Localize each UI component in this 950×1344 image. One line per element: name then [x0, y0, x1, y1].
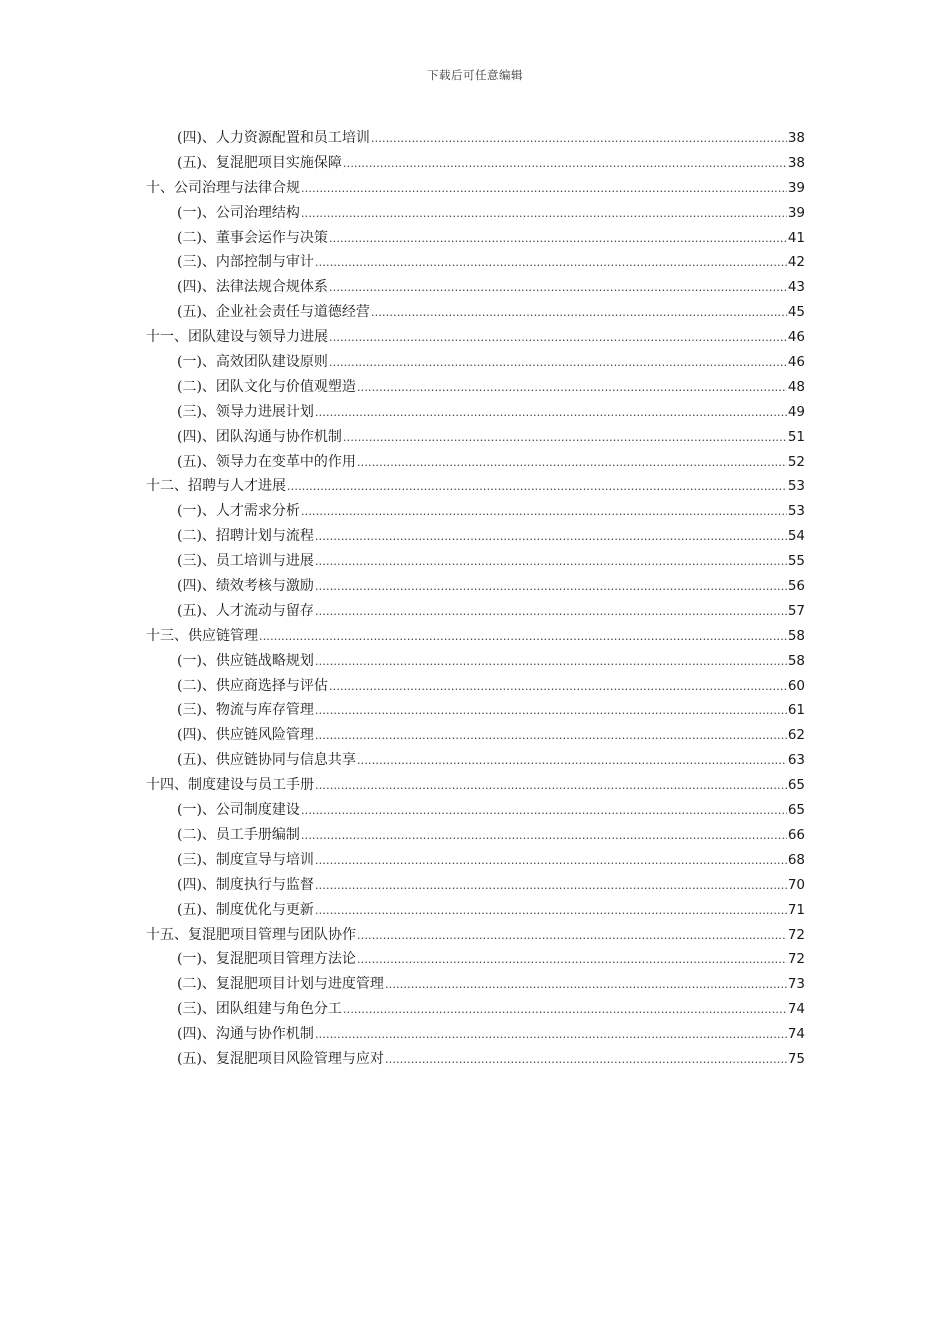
toc-entry-title: (二)、供应商选择与评估	[177, 677, 328, 694]
toc-page-number: 73	[787, 976, 805, 993]
toc-entry-title: (四)、团队沟通与协作机制	[177, 428, 342, 445]
toc-dot-leader	[357, 376, 787, 401]
toc-page-number: 68	[787, 851, 805, 868]
toc-entry-title: (五)、制度优化与更新	[177, 901, 314, 918]
toc-section-entry[interactable]	[146, 972, 805, 997]
toc-dot-leader	[329, 276, 787, 301]
toc-page-number: 38	[787, 130, 805, 146]
toc-entry-title: (二)、招聘计划与流程	[177, 528, 314, 545]
toc-entry-title: (三)、物流与库存管理	[177, 702, 314, 719]
toc-entry-title: (四)、绩效考核与激励	[177, 578, 314, 595]
toc-page-number: 46	[787, 329, 805, 346]
toc-entry-title: (三)、内部控制与审计	[177, 254, 314, 271]
toc-page-number: 66	[787, 826, 805, 843]
toc-page-number: 74	[787, 1026, 805, 1043]
toc-section-entry[interactable]	[146, 798, 805, 823]
toc-page-number: 62	[787, 727, 805, 744]
toc-section-entry[interactable]	[146, 574, 805, 599]
toc-entry-title: (三)、领导力进展计划	[177, 403, 314, 420]
toc-section-entry[interactable]	[146, 947, 805, 972]
toc-section-entry[interactable]	[146, 250, 805, 275]
toc-entry-title: 十一、团队建设与领导力进展	[146, 329, 328, 346]
toc-section-entry[interactable]	[146, 1047, 805, 1072]
toc-page-number: 58	[787, 652, 805, 669]
toc-page-number: 41	[787, 229, 805, 246]
toc-section-entry[interactable]	[146, 649, 805, 674]
toc-dot-leader	[357, 924, 787, 949]
toc-section-entry[interactable]	[146, 1022, 805, 1047]
toc-page-number: 60	[787, 677, 805, 694]
toc-entry-title: (一)、公司制度建设	[177, 802, 300, 819]
toc-section-entry[interactable]	[146, 126, 805, 151]
toc-dot-leader	[315, 401, 787, 426]
toc-section-entry[interactable]	[146, 275, 805, 300]
toc-section-entry[interactable]	[146, 226, 805, 251]
toc-dot-leader	[315, 600, 787, 625]
toc-dot-leader	[343, 426, 787, 451]
toc-dot-leader	[385, 973, 787, 998]
toc-dot-leader	[315, 899, 787, 924]
toc-page-number: 51	[787, 428, 805, 445]
toc-dot-leader	[301, 500, 787, 525]
toc-dot-leader	[385, 1048, 787, 1073]
toc-section-entry[interactable]	[146, 748, 805, 773]
toc-section-entry[interactable]	[146, 997, 805, 1022]
toc-entry-title: 十二、招聘与人才进展	[146, 478, 286, 495]
toc-page-number: 52	[787, 453, 805, 470]
toc-section-entry[interactable]	[146, 549, 805, 574]
toc-section-entry[interactable]	[146, 375, 805, 400]
toc-page-number: 75	[787, 1050, 805, 1067]
toc-entry-title: (四)、沟通与协作机制	[177, 1026, 314, 1043]
toc-entry-title: (二)、董事会运作与决策	[177, 229, 328, 246]
toc-section-entry[interactable]	[146, 599, 805, 624]
toc-entry-title: (五)、供应链协同与信息共享	[177, 752, 356, 769]
toc-page-number: 56	[787, 578, 805, 595]
toc-dot-leader	[315, 575, 787, 600]
toc-section-entry[interactable]	[146, 898, 805, 923]
toc-chapter-entry[interactable]	[146, 325, 805, 350]
toc-section-entry[interactable]	[146, 350, 805, 375]
toc-entry-title: (二)、复混肥项目计划与进度管理	[177, 976, 384, 993]
toc-entry-title: (五)、复混肥项目实施保障	[177, 154, 342, 171]
toc-entry-title: (三)、制度宣导与培训	[177, 851, 314, 868]
toc-section-entry[interactable]	[146, 674, 805, 699]
toc-section-entry[interactable]	[146, 723, 805, 748]
toc-section-entry[interactable]	[146, 823, 805, 848]
toc-dot-leader	[329, 351, 787, 376]
toc-page-number: 55	[787, 553, 805, 570]
toc-page-number: 58	[787, 627, 805, 644]
toc-page-number: 54	[787, 528, 805, 545]
toc-entry-title: (三)、员工培训与进展	[177, 553, 314, 570]
toc-dot-leader	[287, 475, 787, 500]
toc-page-number: 57	[787, 602, 805, 619]
toc-page-number: 65	[787, 802, 805, 819]
toc-section-entry[interactable]	[146, 425, 805, 450]
toc-page-number: 48	[787, 378, 805, 395]
toc-page-number: 49	[787, 403, 805, 420]
toc-section-entry[interactable]	[146, 698, 805, 723]
toc-section-entry[interactable]	[146, 499, 805, 524]
toc-chapter-entry[interactable]	[146, 474, 805, 499]
toc-dot-leader	[301, 202, 787, 227]
toc-entry-title: (一)、公司治理结构	[177, 204, 300, 221]
toc-dot-leader	[315, 550, 787, 575]
toc-entry-title: (一)、复混肥项目管理方法论	[177, 951, 356, 968]
toc-dot-leader	[329, 675, 787, 700]
toc-chapter-entry[interactable]	[146, 176, 805, 201]
toc-page-number: 43	[787, 279, 805, 296]
toc-page-number: 53	[787, 478, 805, 495]
toc-dot-leader	[315, 525, 787, 550]
toc-section-entry[interactable]	[146, 400, 805, 425]
toc-entry-title: (一)、供应链战略规划	[177, 652, 314, 669]
toc-dot-leader	[315, 849, 787, 874]
toc-entry-title: (三)、团队组建与角色分工	[177, 1001, 342, 1018]
toc-dot-leader	[329, 227, 787, 252]
toc-entry-title: 十三、供应链管理	[146, 627, 258, 644]
toc-dot-leader	[371, 127, 787, 152]
toc-page-number: 70	[787, 876, 805, 893]
toc-chapter-entry[interactable]	[146, 773, 805, 798]
toc-entry-title: (四)、供应链风险管理	[177, 727, 314, 744]
toc-dot-leader	[315, 874, 787, 899]
toc-entry-title: (四)、制度执行与监督	[177, 876, 314, 893]
toc-entry-title: 十四、制度建设与员工手册	[146, 777, 314, 794]
toc-page-number: 39	[787, 204, 805, 221]
toc-dot-leader	[259, 625, 787, 650]
toc-entry-title: (五)、人才流动与留存	[177, 602, 314, 619]
toc-page-number: 38	[787, 154, 805, 171]
toc-dot-leader	[343, 998, 787, 1023]
toc-dot-leader	[371, 301, 787, 326]
toc-page-number: 74	[787, 1001, 805, 1018]
toc-entry-title: (五)、企业社会责任与道德经营	[177, 304, 370, 321]
toc-entry-title: (一)、人才需求分析	[177, 503, 300, 520]
toc-page-number: 65	[787, 777, 805, 794]
toc-dot-leader	[343, 152, 787, 177]
toc-page-number: 53	[787, 503, 805, 520]
toc-dot-leader	[315, 699, 787, 724]
toc-dot-leader	[301, 824, 787, 849]
page-header: 下载后可任意编辑	[427, 68, 523, 82]
toc-dot-leader	[329, 326, 787, 351]
toc-dot-leader	[301, 799, 787, 824]
toc-entry-title: (二)、团队文化与价值观塑造	[177, 378, 356, 395]
toc-entry-title: 十、公司治理与法律合规	[146, 179, 300, 196]
toc-dot-leader	[357, 749, 787, 774]
toc-entry-title: (五)、复混肥项目风险管理与应对	[177, 1050, 384, 1067]
toc-dot-leader	[315, 251, 787, 276]
toc-dot-leader	[315, 650, 787, 675]
toc-entry-title: (一)、高效团队建设原则	[177, 354, 328, 371]
table-of-contents	[146, 126, 805, 1072]
toc-section-entry[interactable]	[146, 450, 805, 475]
toc-page-number: 39	[787, 179, 805, 196]
toc-page-number: 42	[787, 254, 805, 271]
toc-dot-leader	[301, 177, 787, 202]
toc-section-entry[interactable]	[146, 873, 805, 898]
toc-section-entry[interactable]	[146, 151, 805, 176]
toc-dot-leader	[357, 948, 787, 973]
toc-chapter-entry[interactable]	[146, 923, 805, 948]
toc-dot-leader	[315, 1023, 787, 1048]
toc-entry-title: (二)、员工手册编制	[177, 826, 300, 843]
toc-dot-leader	[315, 774, 787, 799]
toc-page-number: 45	[787, 304, 805, 321]
toc-dot-leader	[357, 451, 787, 476]
toc-page-number: 72	[787, 951, 805, 968]
toc-page-number: 71	[787, 901, 805, 918]
toc-page-number: 46	[787, 354, 805, 371]
toc-page-number: 72	[787, 926, 805, 943]
toc-entry-title: (四)、法律法规合规体系	[177, 279, 328, 296]
toc-entry-title: 十五、复混肥项目管理与团队协作	[146, 926, 356, 943]
toc-entry-title: (五)、领导力在变革中的作用	[177, 453, 356, 470]
toc-entry-title: (四)、人力资源配置和员工培训	[177, 130, 370, 146]
toc-page-number: 61	[787, 702, 805, 719]
toc-section-entry[interactable]	[146, 848, 805, 873]
toc-page-number: 63	[787, 752, 805, 769]
toc-dot-leader	[315, 724, 787, 749]
toc-section-entry[interactable]	[146, 300, 805, 325]
toc-section-entry[interactable]	[146, 201, 805, 226]
toc-section-entry[interactable]	[146, 524, 805, 549]
toc-chapter-entry[interactable]	[146, 624, 805, 649]
